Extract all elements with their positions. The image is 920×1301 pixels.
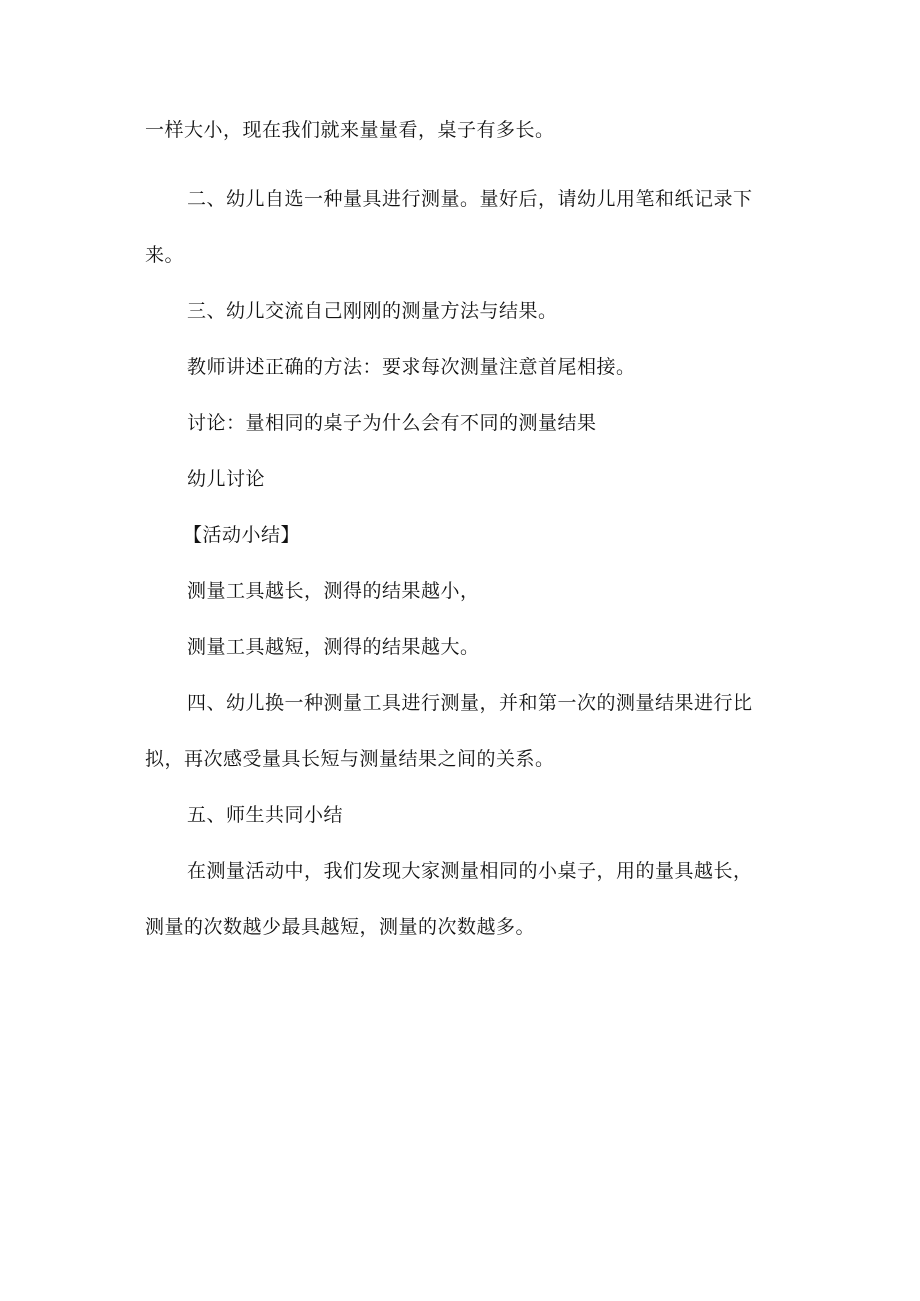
paragraph-line-2: 二、幼儿自选一种量具进行测量。量好后，请幼儿用笔和纸记录下: [187, 188, 753, 210]
paragraph-line-7: 幼儿讨论: [187, 468, 266, 490]
paragraph-line-3: 来。: [145, 244, 185, 266]
paragraph-line-5: 教师讲述正确的方法：要求每次测量注意首尾相接。: [187, 356, 636, 378]
section-heading: 【活动小结】: [183, 524, 301, 546]
paragraph-line-11: 四、幼儿换一种测量工具进行测量，并和第一次的测量结果进行比: [187, 692, 753, 714]
paragraph-line-15: 测量的次数越少最具越短，测量的次数越多。: [145, 916, 536, 938]
paragraph-line-14: 在测量活动中，我们发现大家测量相同的小桌子，用的量具越长，: [187, 860, 753, 882]
paragraph-line-4: 三、幼儿交流自己刚刚的测量方法与结果。: [187, 300, 558, 322]
paragraph-line-13: 五、师生共同小结: [187, 804, 344, 826]
paragraph-line-9: 测量工具越长，测得的结果越小，: [187, 580, 480, 602]
paragraph-line-6: 讨论：量相同的桌子为什么会有不同的测量结果: [187, 412, 597, 434]
paragraph-line-12: 拟，再次感受量具长短与测量结果之间的关系。: [145, 748, 555, 770]
paragraph-line-10: 测量工具越短，测得的结果越大。: [187, 636, 480, 658]
paragraph-line-1: 一样大小，现在我们就来量量看，桌子有多长。: [145, 119, 555, 141]
